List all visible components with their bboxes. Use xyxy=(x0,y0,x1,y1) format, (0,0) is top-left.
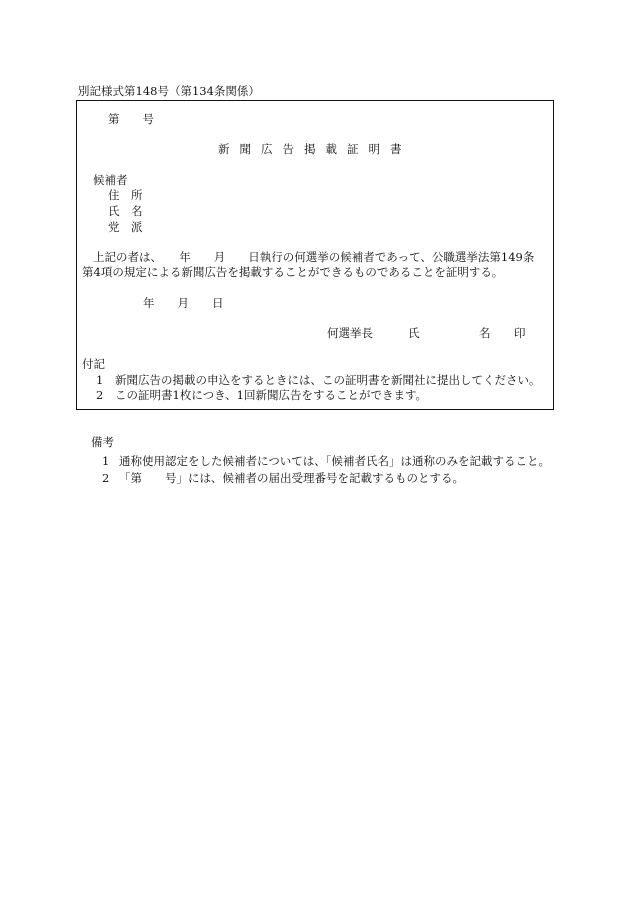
field-name: 氏 名 xyxy=(108,204,143,218)
remark-1-number: 1 xyxy=(102,454,110,468)
field-address: 住 所 xyxy=(108,188,143,202)
signer-title: 何選挙長 xyxy=(327,326,373,340)
remark-2-text: 「第 号」には、候補者の届出受理番号を記載するものとする。 xyxy=(119,471,464,485)
note-1-number: 1 xyxy=(96,373,104,387)
signer-name-2: 名 xyxy=(479,326,491,340)
remark-2-number: 2 xyxy=(102,471,110,485)
certificate-title: 新聞広告掲載証明書 xyxy=(218,142,412,156)
remarks-label: 備考 xyxy=(91,435,114,449)
note-2-text: この証明書1枚につき、1回新聞広告をすることができます。 xyxy=(115,388,428,402)
statement-line-2: 第4項の規定による新聞広告を掲載することができるものであることを証明する。 xyxy=(82,265,504,279)
field-party: 党 派 xyxy=(108,220,143,234)
note-2-number: 2 xyxy=(96,388,104,402)
candidate-label: 候補者 xyxy=(93,173,128,187)
certificate-number: 第 号 xyxy=(108,112,154,126)
notes-label: 付記 xyxy=(82,357,105,371)
note-1-text: 新聞広告の掲載の申込をするときには、この証明書を新聞社に提出してください。 xyxy=(115,373,541,387)
form-label: 別記様式第148号（第134条関係） xyxy=(78,84,260,98)
remark-1-text: 通称使用認定をした候補者については、「候補者氏名」は通称のみを記載すること。 xyxy=(119,454,551,468)
seal-mark: 印 xyxy=(514,326,526,340)
signer-name-1: 氏 xyxy=(408,326,420,340)
statement-line-1: 上記の者は、 年 月 日執行の何選挙の候補者であって、公職選挙法第149条 xyxy=(93,250,535,264)
date-line: 年 月 日 xyxy=(143,296,224,310)
